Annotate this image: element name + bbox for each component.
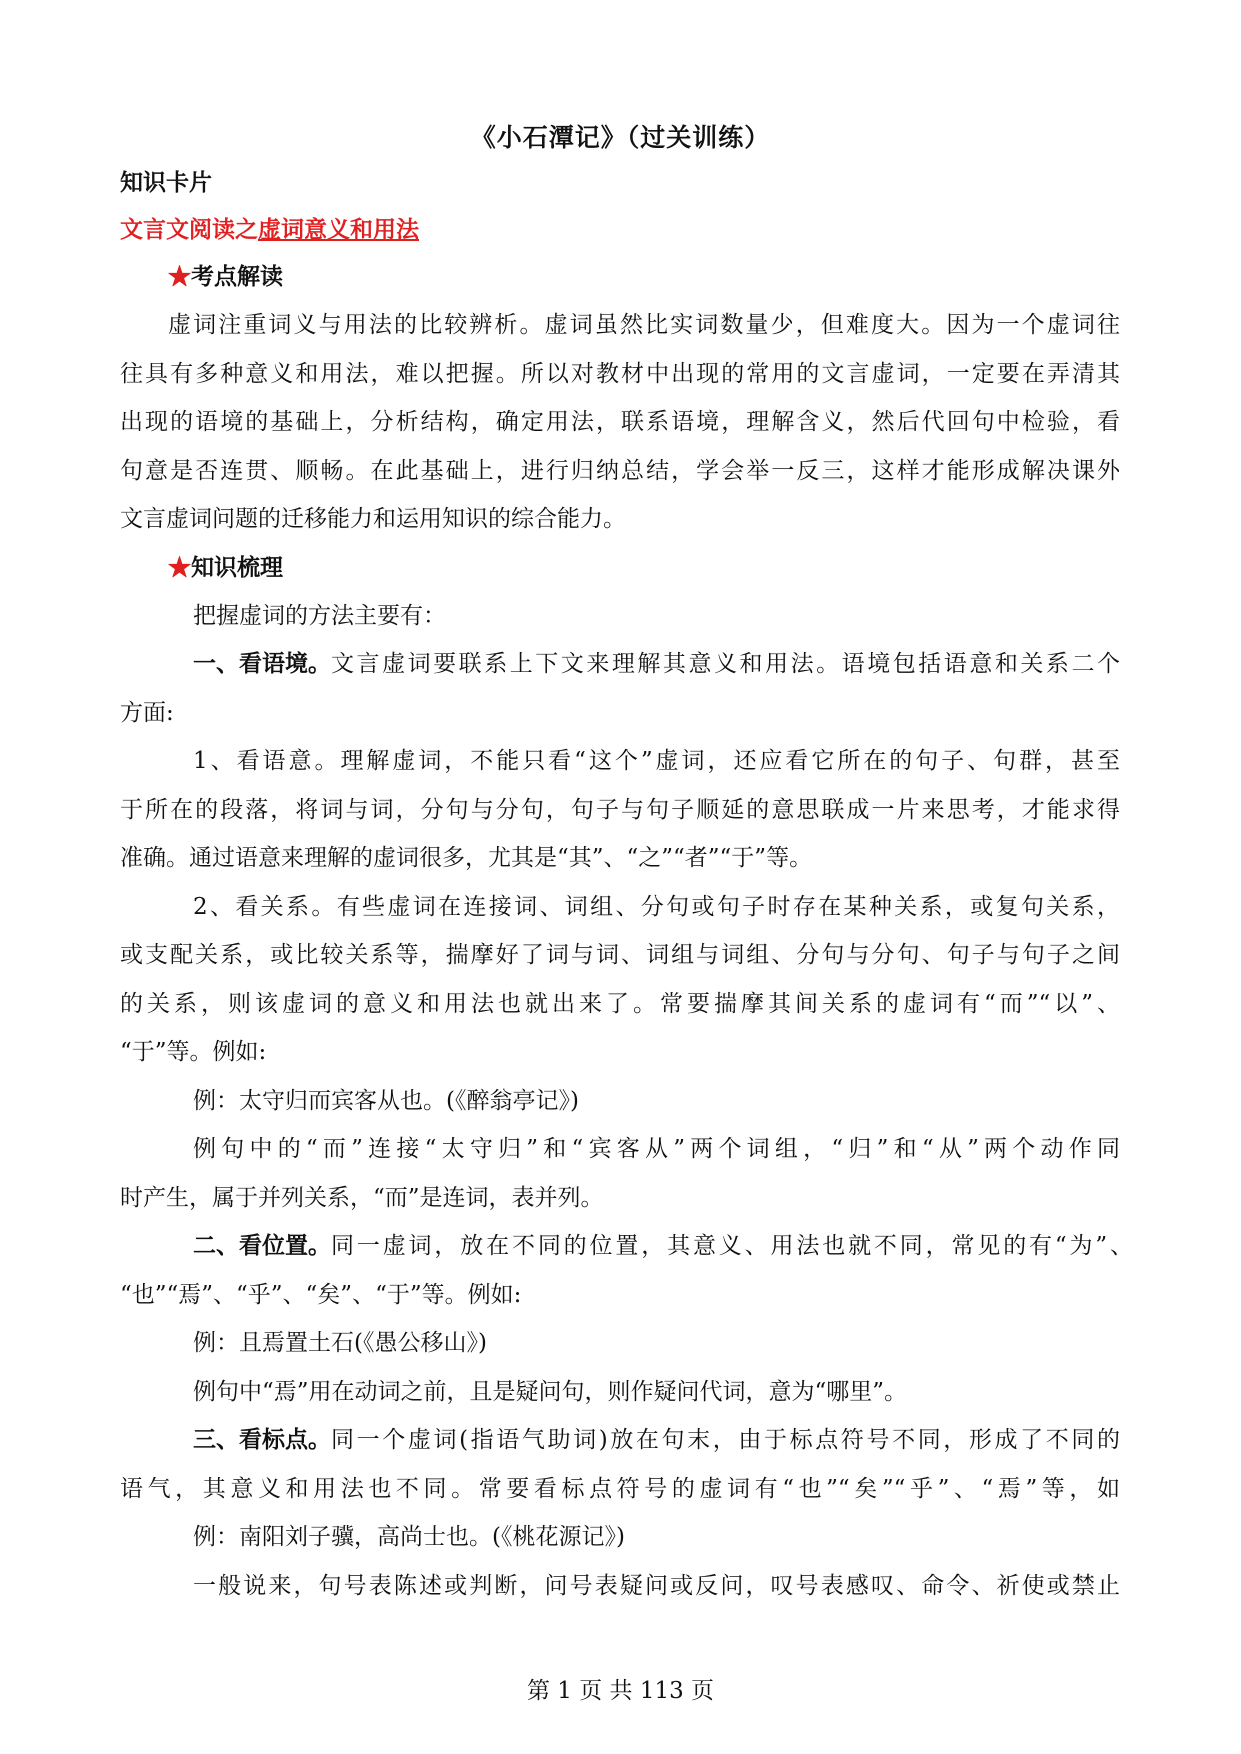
paragraph-line: 把握虚词的方法主要有： (193, 603, 446, 629)
method-two-line (193, 1229, 1133, 1263)
topic-heading (120, 213, 1120, 247)
topic-prefix: 文言文阅读之 (120, 216, 258, 243)
heading-zhishi-label: 知识梳理 (191, 554, 283, 581)
method-two-heading: 二、看位置。 (193, 1232, 331, 1259)
method-one-text: 文言虚词要联系上下文来理解其意义和用法。语境包括语意和关系二个 (331, 651, 1120, 677)
paragraph-line: 虚词注重词义与用法的比较辨析。虚词虽然比实词数量少，但难度大。因为一个虚词往 (168, 312, 1120, 338)
heading-kaodian-label: 考点解读 (191, 263, 283, 290)
star-icon: ★ (168, 263, 191, 290)
method-two-text: 同一虚词，放在不同的位置，其意义、用法也就不同，常见的有“为”、 (331, 1233, 1133, 1259)
paragraph-line: 一般说来，句号表陈述或判断，问号表疑问或反问，叹号表感叹、命令、祈使或禁止 (193, 1573, 1120, 1599)
paragraph-line: 1、看语意。理解虚词，不能只看“这个”虚词，还应看它所在的句子、句群，甚至 (193, 748, 1120, 774)
paragraph-line: 2、看关系。有些虚词在连接词、词组、分句或句子时存在某种关系，或复句关系， (193, 894, 1120, 920)
paragraph-line: 语气，其意义和用法也不同。常要看标点符号的虚词有“也”“矣”“乎”、“焉”等，如 (120, 1476, 1120, 1502)
method-one-heading: 一、看语境。 (193, 650, 331, 677)
document-title: 《小石潭记》（过关训练） (470, 123, 771, 152)
heading-zhishi (168, 551, 1168, 585)
method-one-line (193, 647, 1120, 681)
page-footer: 第 1 页 共 113 页 (526, 1678, 715, 1704)
paragraph-line: “于”等。例如: (120, 1039, 267, 1065)
paragraph-line: 准确。通过语意来理解的虚词很多，尤其是“其”、“之”“者”“于”等。 (120, 845, 813, 871)
paragraph-line: 句意是否连贯、顺畅。在此基础上，进行归纳总结，学会举一反三，这样才能形成解决课外 (120, 458, 1120, 484)
example-line: 例：且焉置土石(《愚公移山》) (193, 1330, 487, 1356)
paragraph-line: 或支配关系，或比较关系等，揣摩好了词与词、词组与词组、分句与分句、句子与句子之间 (120, 942, 1120, 968)
example-line: 例：太守归而宾客从也。(《醉翁亭记》) (193, 1088, 579, 1114)
paragraph-line: 往具有多种意义和用法，难以把握。所以对教材中出现的常用的文言虚词，一定要在弄清其 (120, 361, 1120, 387)
star-icon: ★ (168, 554, 191, 581)
method-three-line (193, 1423, 1120, 1457)
paragraph-line: 出现的语境的基础上，分析结构，确定用法，联系语境，理解含义，然后代回句中检验，看 (120, 409, 1120, 435)
paragraph-line: 文言虚词问题的迁移能力和运用知识的综合能力。 (120, 506, 626, 532)
paragraph-line: 的关系，则该虚词的意义和用法也就出来了。常要揣摩其间关系的虚词有“而”“以”、 (120, 991, 1120, 1017)
paragraph-line: 例句中的“而”连接“太守归”和“宾客从”两个词组，“归”和“从”两个动作同 (193, 1136, 1120, 1162)
section-label: 知识卡片 (120, 169, 212, 196)
method-three-heading: 三、看标点。 (193, 1426, 331, 1453)
paragraph-line: 方面: (120, 700, 174, 726)
heading-kaodian (168, 260, 1168, 294)
paragraph-line: “也”“焉”、“乎”、“矣”、“于”等。例如: (120, 1282, 522, 1308)
paragraph-line: 于所在的段落，将词与词，分句与分句，句子与句子顺延的意思联成一片来思考，才能求得 (120, 797, 1120, 823)
topic-underlined: 虚词意义和用法 (258, 216, 419, 243)
example-line: 例：南阳刘子骥，高尚士也。(《桃花源记》) (193, 1524, 625, 1550)
method-three-text: 同一个虚词(指语气助词)放在句末，由于标点符号不同，形成了不同的 (331, 1427, 1120, 1453)
paragraph-line: 时产生，属于并列关系，“而”是连词，表并列。 (120, 1185, 604, 1211)
paragraph-line: 例句中“焉”用在动词之前，且是疑问句，则作疑问代词，意为“哪里”。 (193, 1379, 908, 1405)
